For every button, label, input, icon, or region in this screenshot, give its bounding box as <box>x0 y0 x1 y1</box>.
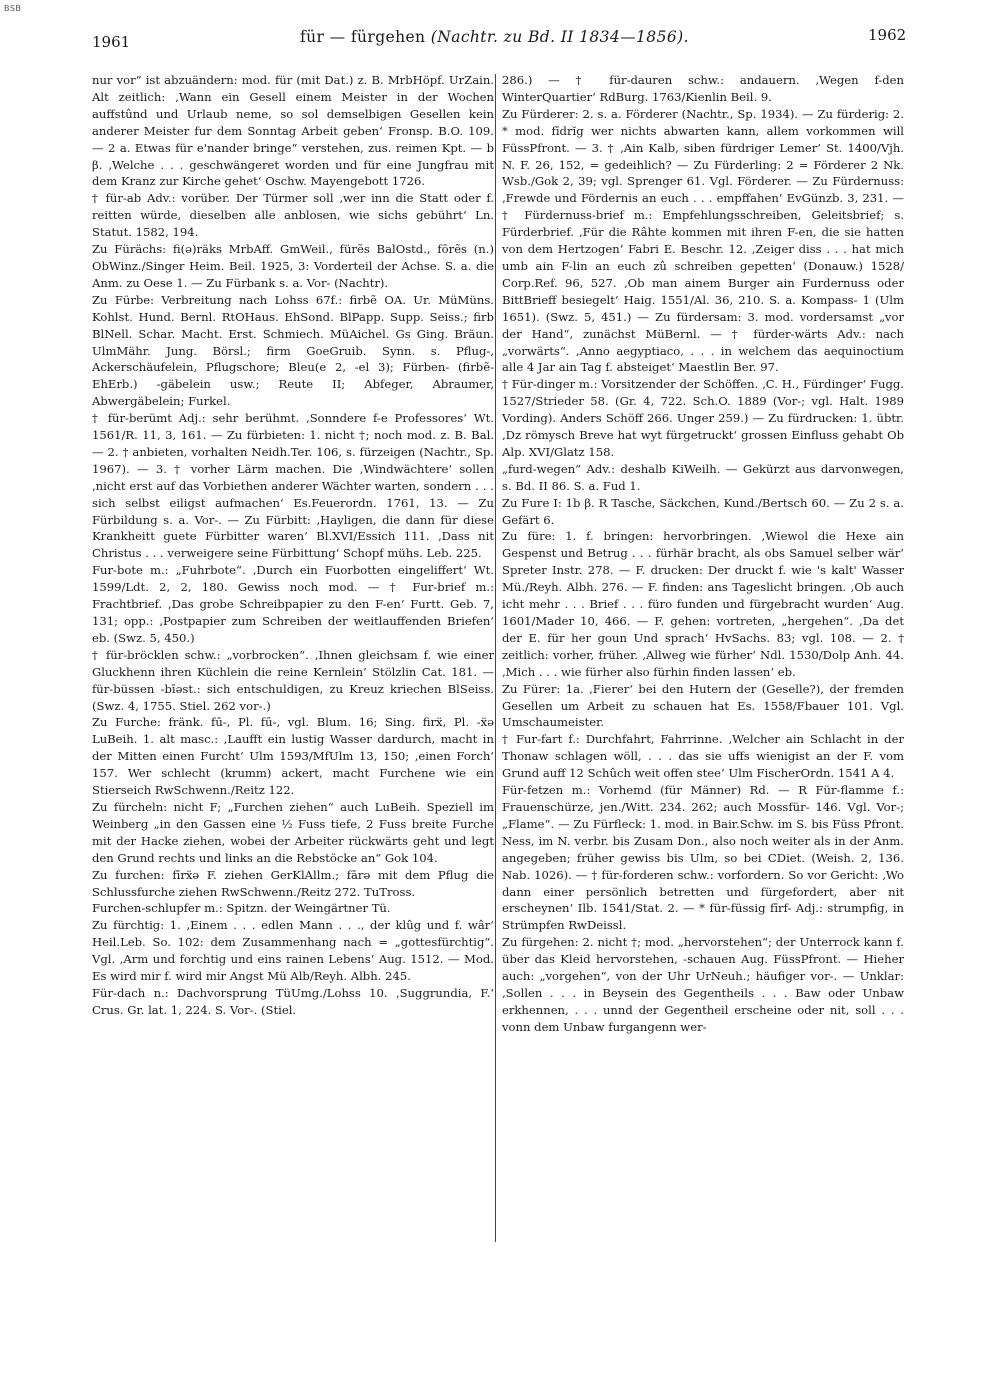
entry-paragraph: nur vor“ ist abzuändern: mod. für (mit Dat.) z. B. MrbHöpf. UrZain. Alt zeitlich: ‚Wann ein Gesell einem Meister in der Wochen auffstûnd und Urlaub neme, so sol demselbigen Gesellen kein anderer Meister fur dem Sonntag Arbeit geben‘ Fronsp. B.O. 109. — 2 a. Etwas für e'nander bringe“ verstehen, zus. reimen Kpt. — b β. ‚Welche . . . geschwängeret worden und für eine Jungfrau mit dem Kranz zur Kirche gehet‘ Oschw. Mayengebott 1726. <box>92 73 494 189</box>
right-column <box>502 72 904 1036</box>
left-column <box>92 72 494 1019</box>
entry-paragraph: Zu fürgehen: 2. nicht †; mod. „hervorstehen“; der Unterrock kann f. über das Kleid hervorstehen, -schauen Aug. FüssPfront. — Hieher auch: „vorgehen“, von der Uhr UrNeuh.; häufiger vor-. — Unklar: ‚Sollen . . . in Beysein des Gegentheils . . . Baw oder Unbaw erkhennen, . . . unnd der Gegentheil erscheine oder nit, soll . . . vonn dem Unbaw furgangenn wer- <box>502 935 904 1034</box>
entry-paragraph: Fur-bote m.: „Fuhrbote“. ‚Durch ein Fuorbotten eingeliffert‘ Wt. 1599/Ldt. 2, 2, 180. Gewiss noch mod. — † Fur-brief m.: Frachtbrief. ‚Das grobe Schreibpapier zu den F-en‘ Furtt. Geb. 7, 131; opp.: ‚Postpapier zum Schreiben der weitlauffenden Briefen‘ eb. (Swz. 5, 450.) <box>92 563 494 645</box>
entry-paragraph: Zu Furche: fränk. fū-, Pl. fū-, vgl. Blum. 16; Sing. firẍ, Pl. -ẍə LuBeih. 1. alt masc.: ‚Laufft ein lustig Wasser dardurch, macht in der Mitten einen Furcht‘ Ulm 1593/MfUlm 13, 150; ‚einen Forch‘ 157. Wer schlecht (krumm) ackert, macht Furchene wie ein Stierseich RwSchwenn./Reitz 122. <box>92 715 494 798</box>
entry-paragraph: Zu Fürer: 1a. ‚Fierer‘ bei den Hutern der (Geselle?), der fremden Gesellen um Arbeit zu schauen hat Es. 1558/Fbauer 101. Vgl. Umschaumeister. <box>502 681 904 730</box>
entry-paragraph: Zu furchen: fīrẍə F. ziehen GerKlAllm.; fārə mit dem Pflug die Schlussfurche ziehen RwSchwenn./Reitz 272. TuTross. <box>92 867 494 899</box>
entry-paragraph: Für-fetzen m.: Vorhemd (für Männer) Rd. — R Für-flamme f.: Frauenschürze, jen./Witt. 234. 262; auch Mossfür- 146. Vgl. Vor-; „Flame“. — Zu Fürfleck: 1. mod. in Bair.Schw. im S. bis Füss Pfront. Ness, im N. verbr. bis Zusam Don., also noch weiter als in der Anm. angegeben; früher gewiss bis Ulm, so bei CDiet. (Weish. 2, 136. Nab. 1026). — † für-forderen schw.: vorfordern. So vor Gericht: ‚Wo dann einer persönlich betretten und fürgefordert, aber nit erscheynen‘ Ilb. 1541/Stat. 2. — * für-füssig fīrf- Adj.: strumpfig, in Strümpfen RwDeissl. <box>502 783 904 933</box>
entry-paragraph: Zu fürchtig: 1. ‚Einem . . . edlen Mann . . ., der klûg und f. wâr‘ Heil.Leb. So. 102: dem Zusammenhang nach = „gottesfürchtig“. Vgl. ‚Arm und forchtig und eins rainen Lebens‘ Aug. 1512. — Mod. Es wird mir f. wird mir Angst Mü Alb/Reyh. Albh. 245. <box>92 918 494 984</box>
headword-range: für — fürgehen <box>300 28 426 46</box>
column-divider <box>495 74 496 1242</box>
entry-paragraph: 286.) — † für-dauren schw.: andauern. ‚Wegen f-den WinterQuartier‘ RdBurg. 1763/Kienlin Beil. 9. <box>502 73 904 104</box>
entry-paragraph: „furd-wegen“ Adv.: deshalb KiWeilh. — Gekürzt aus darvonwegen, s. Bd. II 86. S. a. Fud 1. <box>502 461 904 493</box>
running-head-subtitle: (Nachtr. zu Bd. II 1834—1856). <box>430 28 689 46</box>
entry-paragraph: Zu Fürderer: 2. s. a. Förderer (Nachtr., Sp. 1934). — Zu fürderig: 2. * mod. fīdrĭg wer nichts abwarten kann, allem vorkommen will FüssPfront. — 3. † ‚Ain Kalb, siben fürdriger Lemer‘ St. 1400/Vjh. N. F. 26, 152, = gedeihlich? — Zu Fürderling: 2 = Förderer 2 Nk. Wsb./Gok 2, 39; vgl. Sprenger 61. Vgl. Förderer. — Zu Fürdernuss: ‚Frewde und Fördernis an euch . . . empffahen‘ EvGünzb. 3, 231. — † Fürdernuss-brief m.: Empfehlungsschreiben, Geleitsbrief; s. Fürderbrief. ‚Für die Râhte kommen mit ihren F-en, die sie hatten von dem Hertzogen‘ Fabri E. Beschr. 12. ‚Zeiger diss . . . hat mich umb ain F-lin an euch zû schreiben gepetten‘ (Donauw.) 1528/ Corp.Ref. 96, 527. ‚Ob man ainem Burger ain Furdernuss oder BittBrieff besiegelt‘ Haig. 1551/Al. 36, 210. S. a. Kompass- 1 (Ulm 1651). (Swz. 5, 451.) — Zu fürdersam: 3. mod. vordersamst „vor der Hand“, zunächst MüBernl. — † fürder-wärts Adv.: nach „vorwärts“. ‚Anno aegyptiaco, . . . in welchem das aequinoctium alle 4 Jar ain Tag f. absteiget‘ Maestlin Ber. 97. <box>502 106 904 375</box>
entry-paragraph: Zu Fürbe: Verbreitung nach Lohss 67f.: firbẽ OA. Ur. MüMüns. Kohlst. Hund. Bernl. RtOHaus. EhSond. BlPapp. Supp. Seiss.; firb BlNell. Schar. Macht. Erst. Schmiech. MüAichel. Gs Ging. Bräun. UlmMähr. Jung. Börsl.; firm GoeGruib. Synn. s. Pflug-, Ackerschäufelein, Pflugschore; Bleu(e 2, -el 3); Fürben- (firbẽ- EhErb.) -gäbelein usw.; Reute II; Abfeger, Abraumer, Abwergäbelein; Furkel. <box>92 292 494 409</box>
library-stamp: BSB <box>4 4 22 13</box>
entry-paragraph: Zu fürcheln: nicht F; „Furchen ziehen“ auch LuBeih. Speziell im Weinberg „in den Gassen eine ½ Fuss tiefe, 2 Fuss breite Furche mit der Hacke ziehen, wobei der Arbeiter rückwärts geht und legt den Grund rechts und links an die Rebstöcke an“ Gok 104. <box>92 799 494 865</box>
entry-paragraph: Furchen-schlupfer m.: Spitzn. der Weingärtner Tü. <box>92 901 391 916</box>
entry-paragraph: † für-berümt Adj.: sehr berühmt. ‚Sonndere f-e Professores‘ Wt. 1561/R. 11, 3, 161. — Zu fürbieten: 1. nicht †; noch mod. z. B. Bal. — 2. † anbieten, vorhalten Neidh.Ter. 106, s. fürzeigen (Nachtr., Sp. 1967). — 3. † vorher Lärm machen. Die ‚Windwächtere‘ sollen ‚nicht erst auf das Vorbiethen anderer Wächter warten, sondern . . . sich selbst eiligst aufmachen‘ Es.Feuerordn. 1761, 13. — Zu Fürbildung s. a. Vor-. — Zu Fürbitt: ‚Hayligen, die dann für diese Krankheitt guete Fürbitter waren‘ Bl.XVI/Essich 111. ‚Dass nit Christus . . . verweigere seine Fürbittung‘ Schopf mühs. Leb. 225. <box>92 411 494 561</box>
entry-paragraph: † für-ab Adv.: vorüber. Der Türmer soll ‚wer inn die Statt oder f. reitten würde, dieselben alle anblosen, wie sichs gebührt‘ Ln. Statut. 1582, 194. <box>92 191 494 240</box>
page-number-left: 1961 <box>92 33 131 51</box>
running-head <box>300 28 689 46</box>
entry-paragraph: Zu füre: 1. f. bringen: hervorbringen. ‚Wiewol die Hexe ain Gespenst und Betrug . . . fürhär bracht, als obs Samuel selber wär‘ Spreter Instr. 278. — F. drucken: Der druckt f. wie 's kalt' Wasser Mü./Reyh. Albh. 276. — F. finden: ans Tageslicht bringen. ‚Ob auch icht mehr . . . Brief . . . füro funden und fürgebracht wurden‘ Aug. 1601/Mader 10, 466. — F. gehen: vortreten, „hergehen“. ‚Da det der E. für her goun Und sprach‘ HvSachs. 83; vgl. 108. — 2. † zeitlich: vorher, früher. ‚Allweg wie fürher‘ Ndl. 1530/Dolp Anh. 44. ‚Mich . . . wie fürher also fürhin finden lassen‘ eb. <box>502 529 904 679</box>
entry-paragraph: † für-bröcklen schw.: „vorbrocken“. ‚Ihnen gleichsam f. wie einer Gluckhenn ihren Küchlein die reine Kernlein‘ Stölzlin Cat. 181. — für-büssen -bīəst.: sich entschuldigen, zu Kreuz kriechen BlSeiss. (Swz. 4, 1755. Stiel. 262 vor-.) <box>92 647 494 713</box>
page-number-right: 1962 <box>868 26 907 44</box>
entry-paragraph: Für-dach n.: Dachvorsprung TüUmg./Lohss 10. ‚Suggrundia, F.‘ Crus. Gr. lat. 1, 224. S. Vor-. (Stiel. <box>92 985 494 1017</box>
entry-paragraph: † Fur-fart f.: Durchfahrt, Fahrrinne. ‚Welcher ain Schlacht in der Thonaw schlagen wöll, . . . das sie uffs wienigist an der F. vom Grund auff 12 Schûch weit offen stee‘ Ulm FischerOrdn. 1541 A 4. <box>502 732 904 781</box>
entry-paragraph: † Für-dinger m.: Vorsitzender der Schöffen. ‚C. H., Fürdinger‘ Fugg. 1527/Strieder 58. (Gr. 4, 722. Sch.O. 1889 (Vor-; vgl. Halt. 1989 Vording). Anders Schöff 266. Unger 259.) — Zu fürdrucken: 1. übtr. ‚Dz römysch Breve hat wyt fürgetruckt‘ grossen Einfluss gehabt Ob Alp. XVI/Glatz 158. <box>502 377 904 459</box>
entry-paragraph: Zu Fürächs: fi(ə)räks MrbAff. GmWeil., fürẽs BalOstd., fōrẽs (n.) ObWinz./Singer Heim. Beil. 1925, 3: Vorderteil der Achse. S. a. die Anm. zu Oese 1. — Zu Fürbank s. a. Vor- (Nachtr). <box>92 242 494 290</box>
entry-paragraph: Zu Fure I: 1b β. R Tasche, Säckchen, Kund./Bertsch 60. — Zu 2 s. a. Gefärt 6. <box>502 495 904 527</box>
